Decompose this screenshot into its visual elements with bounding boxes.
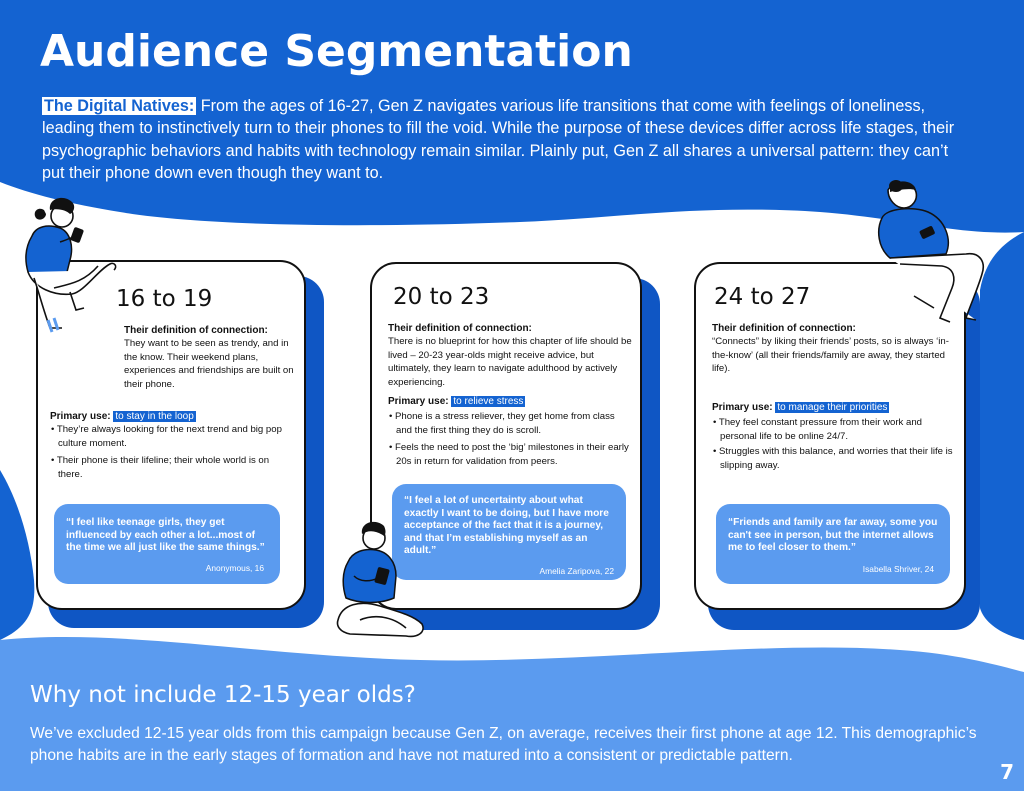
quote-attribution: Amelia Zaripova, 22 — [539, 566, 614, 576]
primary-use-section — [50, 410, 295, 481]
intro-paragraph — [42, 95, 962, 185]
bullet-item: • Struggles with this balance, and worries that their life is slipping away. — [713, 446, 953, 471]
quote-bubble — [54, 504, 280, 584]
quote-text: “I feel like teenage girls, they get influenced by each other a lot...most of the time we all just like the same things.” — [66, 517, 265, 554]
bullet-item: • Feels the need to post the ‘big’ milestones in their early 20s in return for validation from peers. — [389, 442, 629, 467]
bottom-heading: Why not include 12-15 year olds? — [30, 682, 416, 708]
page-title: Audience Segmentation — [40, 26, 633, 77]
intro-text: From the ages of 16-27, Gen Z navigates various life transitions that come with feelings of loneliness, leading them to instinctively turn to their phones to fill the void. While the purpose of these devices differ across life stages, their psychographic behaviors and habits with technology remain similar. Plainly put, Gen Z all shares a universal pattern: they can’t put their phone down even though they want to. — [42, 97, 955, 183]
primary-use-section — [712, 401, 956, 472]
definition-heading: Their definition of connection: — [388, 323, 532, 334]
primary-use-label: Primary use: — [50, 411, 111, 422]
bullet-text: Struggles with this balance, and worries that their life is slipping away. — [719, 446, 953, 471]
definition-text: There is no blueprint for how this chapter of life should be lived – 20-23 year-olds might receive advice, but ultimately, they learn to navigate adulthood by actively experiencing. — [388, 336, 632, 388]
woman-sitting-phone-icon — [870, 178, 990, 328]
bullet-text: They’re always looking for the next trend and big pop culture moment. — [56, 424, 282, 449]
man-cross-legged-phone-icon — [330, 516, 440, 644]
definition-heading: Their definition of connection: — [124, 325, 268, 336]
primary-use-section — [388, 395, 632, 468]
connection-definition — [124, 324, 296, 391]
definition-heading: Their definition of connection: — [712, 323, 856, 334]
primary-use-value: to relieve stress — [453, 396, 524, 407]
age-range-heading: 24 to 27 — [714, 284, 811, 310]
quote-attribution: Anonymous, 16 — [205, 563, 264, 573]
primary-use — [388, 395, 632, 408]
connection-definition — [388, 322, 632, 389]
intro-tag: The Digital Natives: — [44, 97, 195, 115]
bullet-text: Feels the need to post the ‘big’ milestones in their early 20s in return for validation from peers. — [395, 442, 629, 467]
primary-use — [50, 410, 295, 423]
definition-text: “Connects” by liking their friends’ posts, so is always ‘in-the-know’ (all their friends/family are away, they started life). — [712, 336, 949, 374]
quote-bubble — [716, 504, 950, 584]
age-range-heading: 16 to 19 — [116, 286, 213, 312]
bullet-text: They feel constant pressure from their work and personal life to be online 24/7. — [718, 417, 923, 442]
left-blue-wave — [0, 470, 34, 640]
page-number: 7 — [1000, 760, 1014, 784]
woman-reading-phone-icon — [14, 192, 124, 342]
bullet-text: Their phone is their lifeline; their whole world is on there. — [56, 455, 270, 480]
bullet-item: • Their phone is their lifeline; their whole world is on there. — [51, 455, 270, 480]
bullet-item: • They’re always looking for the next trend and big pop culture moment. — [51, 424, 282, 449]
quote-text: “Friends and family are far away, some you can't see in person, but the internet allows me to feel closer to them.” — [728, 517, 938, 554]
bullet-item: • Phone is a stress reliever, they get home from class and the first thing they do is scroll. — [389, 411, 615, 436]
age-range-heading: 20 to 23 — [393, 284, 490, 310]
definition-text: They want to be seen as trendy, and in the know. Their weekend plans, experiences and friendships are built on their phone. — [124, 338, 294, 390]
primary-use-value: to stay in the loop — [115, 411, 194, 422]
primary-use — [712, 401, 956, 414]
footer-light-wave — [0, 637, 1024, 791]
connection-definition — [712, 322, 956, 376]
quote-text: “I feel a lot of uncertainty about what exactly I want to be doing, but I have more acceptance of the fact that it is a journey, and that I’m establishing myself as an adult.” — [404, 495, 609, 557]
bottom-text: We’ve excluded 12-15 year olds from this campaign because Gen Z, on average, receives their first phone at age 12. This demographic’s phone habits are in the early stages of formation and have not matured into a consistent or predictable pattern. — [30, 725, 977, 764]
primary-use-value: to manage their priorities — [777, 402, 888, 413]
primary-use-label: Primary use: — [388, 396, 449, 407]
primary-use-label: Primary use: — [712, 402, 773, 413]
quote-attribution: Isabella Shriver, 24 — [862, 564, 934, 574]
bullet-text: Phone is a stress reliever, they get home from class and the first thing they do is scroll. — [395, 411, 615, 436]
bullet-item: • They feel constant pressure from their work and personal life to be online 24/7. — [713, 417, 923, 442]
